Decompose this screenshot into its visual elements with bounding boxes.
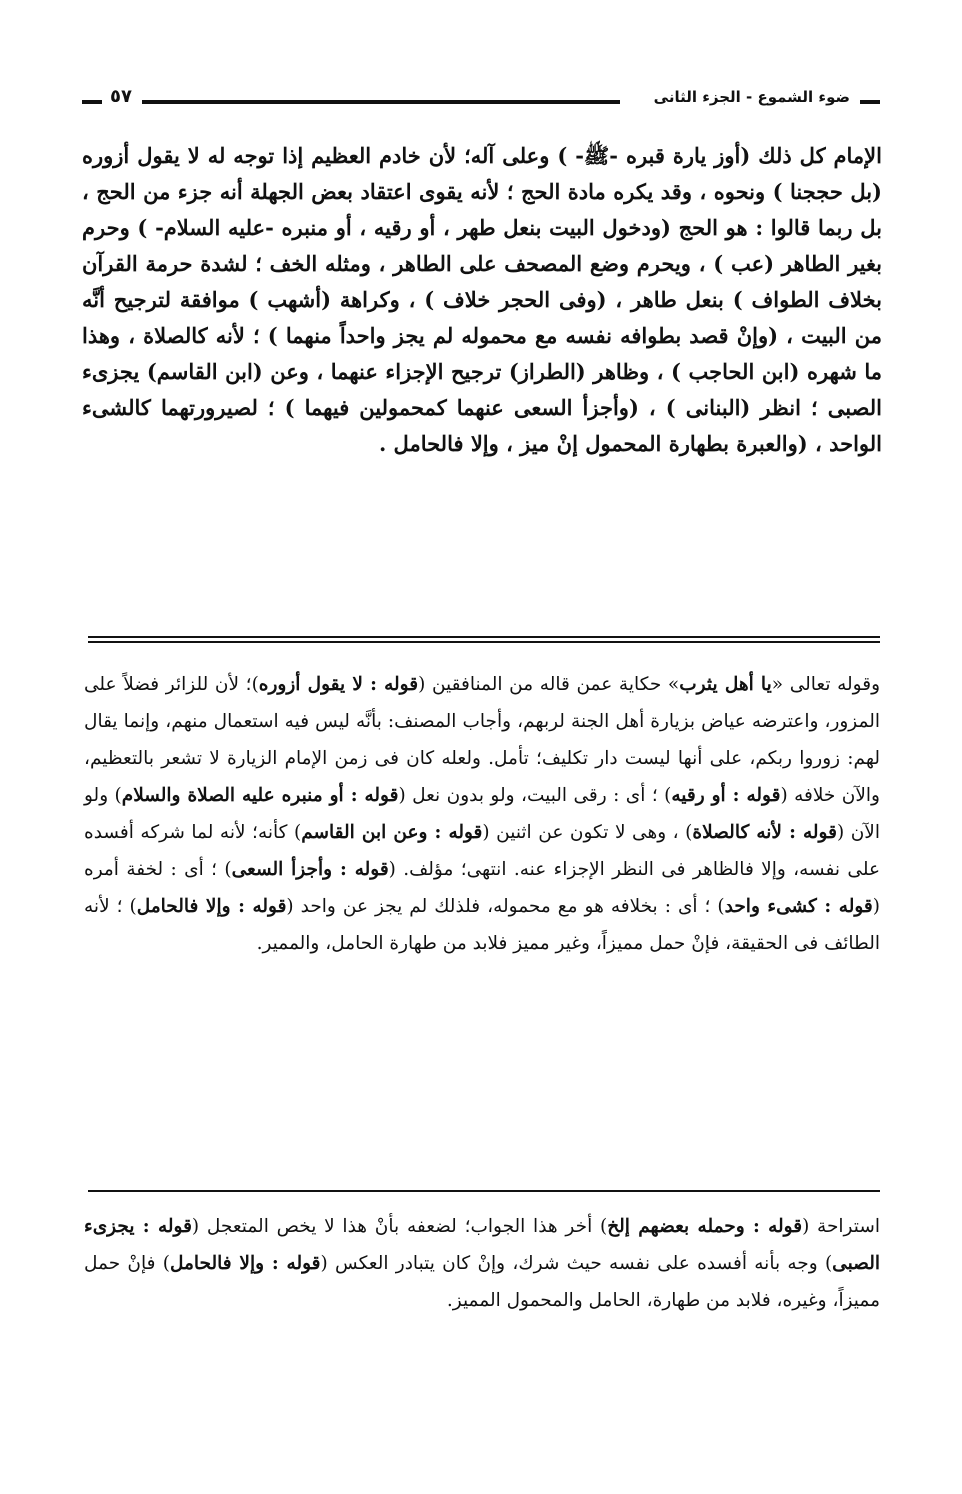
footnote-paragraph <box>84 666 880 962</box>
quoted-lemma: قوله : وإلا فالحامل <box>136 896 287 917</box>
quoted-lemma: قوله : وأجزأ السعى <box>231 859 389 880</box>
quoted-lemma: قوله : وإلا فالحامل <box>169 1253 321 1274</box>
quoted-lemma: قوله : أو منبره عليه الصلاة والسلام <box>121 785 399 806</box>
header-rule <box>142 100 620 104</box>
text-run: » حكاية عمن قاله من المنافقين ( <box>418 674 680 695</box>
page-number: ٥٧ <box>110 86 132 107</box>
header-dash <box>860 100 880 104</box>
text-run: ) ؛ لأنه الطائف فى الحقيقة، فإنْ حمل مميزاً، وغير مميز فلابد من طهارة الحامل، والممير. <box>84 896 880 954</box>
text-run: ) ؛ أى : رقى البيت، ولو بدون نعل ( <box>398 785 672 806</box>
header-dash <box>82 100 102 104</box>
footnote-paragraph <box>84 1208 880 1319</box>
quoted-lemma: قوله : وحمله بعضهم إلخ <box>607 1216 803 1237</box>
quoted-lemma: قوله : وعن ابن القاسم <box>301 822 483 843</box>
text-run: وقوله تعالى « <box>771 674 880 695</box>
text-run: ) فإنْ حمل مميزاً، وغيره، فلابد من طهارة، الحامل والمحمول المميز. <box>84 1253 880 1311</box>
running-title: ضوء الشموع - الجزء الثانى <box>653 88 850 106</box>
text-run: ) ؛ أى : بخلافه هو مع محموله، فلذلك لم يجز عن واحد ( <box>286 896 725 917</box>
quoted-lemma: قوله : كشىء واحد <box>724 896 873 917</box>
page-header <box>82 88 880 118</box>
text-run: ) كأنه؛ لأنه لما شركه أفسده على نفسه، وإلا فالظاهر فى النظر الإجزاء عنه. انتهى؛ مؤلف. ( <box>84 822 880 880</box>
quoted-lemma: يا أهل يثرب <box>679 674 772 695</box>
text-run: استراحة ( <box>802 1216 880 1237</box>
main-text <box>82 138 882 462</box>
footnote-block-2 <box>84 1208 880 1319</box>
text-run: ) ؛ أى : لخفة أمره ( <box>84 859 880 917</box>
text-run: ) ، وهى لا تكون عن اثنين ( <box>482 822 693 843</box>
main-paragraph: الإمام كل ذلك (أوز يارة قبره -ﷺ- ) وعلى آله؛ لأن خادم العظيم إذا توجه له لا يقول أزوره (بل حججنا ) ونحوه ، وقد يكره مادة الحج ؛ لأنه يقوى اعتقاد بعض الجهلة أنه جزء من الحج ، بل ربما قالوا : هو الحج (ودخول البيت بنعل طهر ، أو رقيه ، أو منبره -عليه السلام- ) وحرم بغير الطاهر (عب ) ، ويحرم وضع المصحف على الطاهر ، ومثله الخف ؛ لشدة حرمة القرآن بخلاف الطواف ) بنعل طاهر ، (وفى الحجر خلاف ) ، وكراهة (أشهب ) موافقة لترجيح أنَّه من البيت ، (وإنْ قصد بطوافه نفسه مع محموله لم يجز واحداً منهما ) ؛ لأنه كالصلاة ، وهذا ما شهره (ابن الحاجب ) ، وظاهر (الطراز) ترجيح الإجزاء عنهما ، وعن (ابن القاسم) يجزىء الصبى ؛ انظر (البنانى ) ، (وأجزأ السعى عنهما كمحمولين فيهما ) ؛ لصيرورتهما كالشىء الواحد ، (والعبرة بطهارة المحمول إنْ ميز ، وإلا فالحامل . <box>82 143 882 456</box>
quoted-lemma: قوله : لا يقول أزوره <box>258 674 419 695</box>
text-run: )؛ لأن للزائر فضلاً على المزور، واعترضه عياض بزيارة أهل الجنة لربهم، وأجاب المصنف: بأنَّه ليس فيه استعمال منهم، وإنما يقال لهم: زوروا ربكم، على أنها ليست دار تكليف؛ تأمل. ولعله كان فى زمن الإمام الزيارة لا تشعر بالتعظيم، والآن خلافه ( <box>84 674 880 806</box>
footnote-separator-single <box>88 1190 880 1192</box>
text-run: ) أخر هذا الجواب؛ لضعفه بأنْ هذا لا يخص المتعجل ( <box>191 1216 608 1237</box>
quoted-lemma: قوله : أو رقيه <box>671 785 781 806</box>
text-run: ) ولو الآن ( <box>84 785 880 843</box>
quoted-lemma: قوله : يجزىء الصبى <box>84 1216 880 1274</box>
text-run: ) وجه بأنه أفسده على نفسه حيث شرك، وإنْ كان يتبادر العكس ( <box>320 1253 833 1274</box>
footnote-block-1 <box>84 666 880 962</box>
quoted-lemma: قوله : لأنه كالصلاة <box>692 822 837 843</box>
footnote-separator-double <box>88 636 880 643</box>
